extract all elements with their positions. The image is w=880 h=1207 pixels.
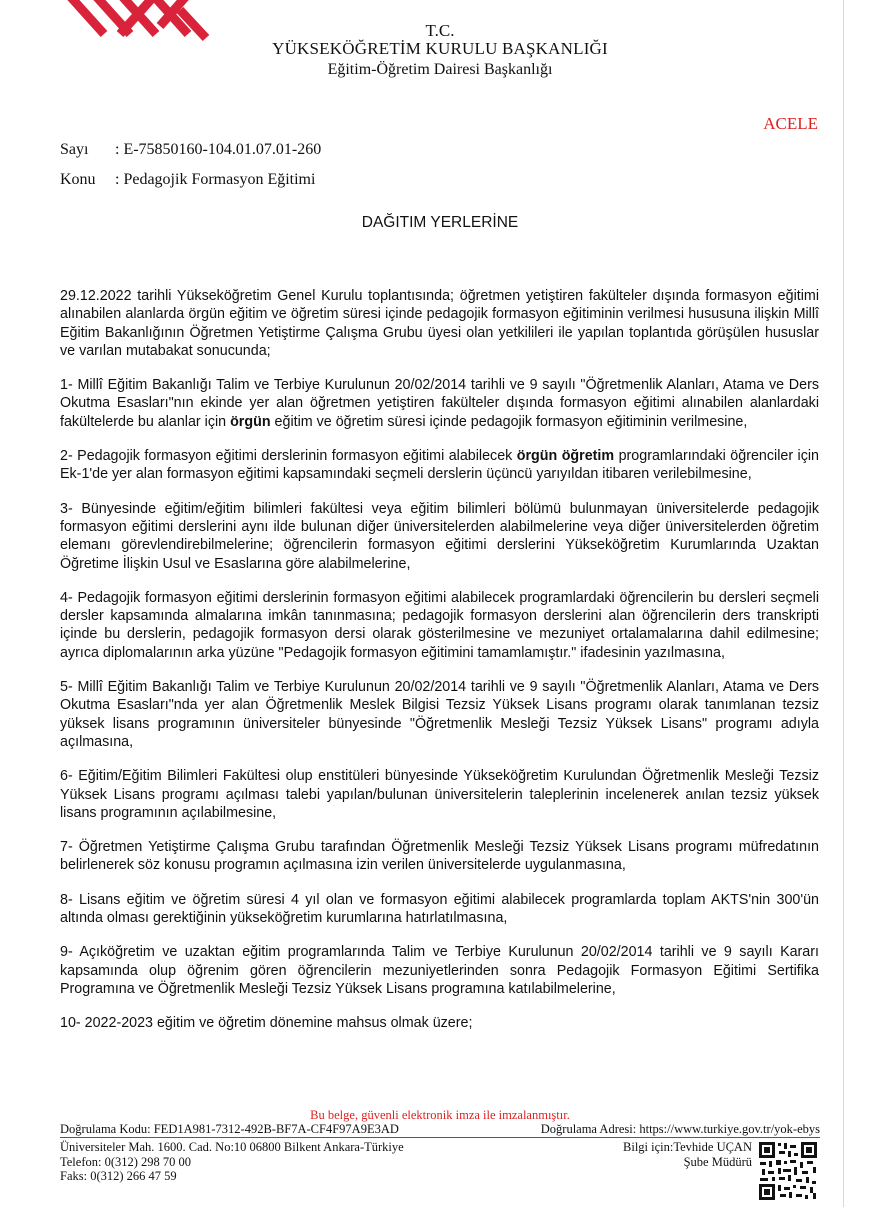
footer-address: Üniversiteler Mah. 1600. Cad. No:10 06800 Bilkent Ankara-Türkiye: [60, 1140, 404, 1154]
qr-code-icon: [758, 1141, 818, 1201]
paragraph-2-text-c: programlarındaki öğrenciler için Ek-1'de yer alan formasyon eğitimi kapsamındaki seçmeli derslerin üçüncü yarıyıldan itibaren verilebilmesine,: [60, 448, 819, 483]
paragraph-intro: 29.12.2022 tarihli Yükseköğretim Genel Kurulu toplantısında; öğretmen yetiştiren fakülteler dışında formasyon eğitimi alınabilen alanlarda örgün eğitim ve öğretim süresi içinde pedagojik formasyon eğitiminin verilmesi hususuna ilişkin Millî Eğitim Bakanlığının Öğretmen Yetiştirme Çalışma Grubu üyesi olan yetkilileri ile yapılan toplantıda görüşülen hususlar ve varılan mutabakat sonucunda;: [60, 288, 819, 359]
paragraph-3: 3- Bünyesinde eğitim/eğitim bilimleri fakültesi veya eğitim bilimleri bölümü bulunmayan üniversitelerde pedagojik formasyon eğitimi derslerini aynı ilde bulunan diğer üniversitelerden alabilmelerine veya diğer üniversitelerden öğretim elemanı görevlendirebilmelerine; öğrencilerin formasyon eğitimi derslerini Yükseköğretim Kurumlarında Uzaktan Öğretime İlişkin Usul ve Esaslarına göre alabilmelerine,: [60, 500, 819, 572]
paragraph-2: [60, 447, 819, 484]
footer-fax: Faks: 0(312) 266 47 59: [60, 1169, 177, 1183]
paragraph-4: 4- Pedagojik formasyon eğitimi derslerinin formasyon eğitimi alabilecek programlardaki öğrencilerin bu dersleri seçmeli dersler kapsamında almalarına imkân tanınmasına; pedagojik formasyon derslerini alan öğrencilerin ders transkripti içinde bu derslerin, pedagojik formasyon dersi olarak gösterilmesine ve mezuniyet ortalamalarına dahil edilmesine; ayrıca diplomalarının arka yüzüne "Pedagojik formasyon eğitimini tamamlamıştır." ifadesinin yazılmasına,: [60, 589, 819, 661]
konu-label: Konu: [60, 171, 96, 188]
verification-row: [60, 1122, 820, 1137]
sayi-value: : E-75850160-104.01.07.01-260: [115, 141, 322, 158]
page-edge: [843, 0, 844, 1207]
footer-divider: [60, 1137, 820, 1138]
distribution-title: DAĞITIM YERLERİNE: [361, 214, 519, 231]
paragraph-5: 5- Millî Eğitim Bakanlığı Talim ve Terbiye Kurulunun 20/02/2014 tarihli ve 9 sayılı "Öğretmenlik Alanları, Atama ve Ders Okutma Esasları"nda yer alan Öğretmenlik Meslek Bilgisi Tezsiz Yüksek Lisans programı olarak tanımlanan tezsiz yüksek lisans programının üniversiteler bünyesinde "Öğretmenlik Mesleği Tezsiz Yüksek Lisans" programı adıyla açılmasına,: [60, 679, 819, 750]
footer-info: Bilgi için:Tevhide UÇAN: [623, 1140, 752, 1154]
paragraph-1-text-a: 1- Millî Eğitim Bakanlığı Talim ve Terbiye Kurulunun 20/02/2014 tarihli ve 9 sayılı "Öğretmenlik Alanları, Atama ve Ders Okutma Esasları"nın ekinde yer alan öğretmen yetiştiren fakülteler dışında formasyon eğitimi alınabilen alanlardaki fakültelerde bu alanlar için: [60, 377, 819, 430]
paragraph-1: [60, 376, 819, 431]
footer-role: Şube Müdürü: [683, 1154, 752, 1169]
header-organization: YÜKSEKÖĞRETİM KURULU BAŞKANLIĞI: [272, 39, 608, 58]
paragraph-6: 6- Eğitim/Eğitim Bilimleri Fakültesi olup enstitüleri bünyesinde Yükseköğretim Kurulundan Öğretmenlik Mesleği Tezsiz Yüksek Lisans programı açılması talebi yapılan/bulunan üniversitelerin taleplerinin incelenerek anılan tezsiz yüksek lisans programının açılabilmesine,: [60, 768, 819, 821]
konu-value: : Pedagojik Formasyon Eğitimi: [115, 171, 316, 188]
meta-konu: [60, 171, 315, 189]
footer-contact-block: [623, 1140, 752, 1169]
footer-phone: Telefon: 0(312) 298 70 00: [60, 1154, 192, 1169]
paragraph-1-bold: örgün: [230, 413, 271, 430]
paragraph-7: 7- Öğretmen Yetiştirme Çalışma Grubu tarafından Öğretmenlik Mesleği Tezsiz Yüksek Lisans programı müfredatının belirlenerek söz konusu programın açılmasına izin verilen üniversitelerde uygulanmasına,: [60, 839, 819, 874]
paragraph-2-text-a: 2- Pedagojik formasyon eğitimi derslerinin formasyon eğitimi alabilecek: [60, 448, 517, 465]
sayi-label: Sayı: [60, 141, 89, 158]
paragraph-9: 9- Açıköğretim ve uzaktan eğitim programlarında Talim ve Terbiye Kurulunun 20/02/2014 tarihli ve 9 sayılı Kararı kapsamında olup öğrenim gören öğrencilerin mezuniyetlerinden sonra Pedagojik Formasyon Eğitimi Sertifika Programına ve Öğretmenlik Mesleği Tezsiz Yüksek Lisans programına katılabilmelerine,: [60, 944, 819, 997]
paragraph-8: 8- Lisans eğitim ve öğretim süresi 4 yıl olan ve formasyon eğitimi alabilecek programlarda toplam AKTS'nin 300'ün altında olması gerektiğinin yükseköğretim kurumlarına hatırlatılmasına,: [60, 891, 819, 927]
header-department: Eğitim-Öğretim Dairesi Başkanlığı: [327, 61, 553, 78]
footer-address-block: [60, 1140, 404, 1184]
verification-code: Doğrulama Kodu: FED1A981-7312-492B-BF7A-CF4F97A9E3AD: [60, 1122, 399, 1136]
priority-label: ACELE: [763, 114, 818, 133]
esign-notice: Bu belge, güvenli elektronik imza ile imzalanmıştır.: [310, 1108, 570, 1122]
meta-sayi: [60, 141, 321, 159]
header-tc: T.C.: [425, 21, 455, 40]
paragraph-2-bold: örgün öğretim: [516, 448, 615, 465]
verification-address[interactable]: Doğrulama Adresi: https://www.turkiye.gov.tr/yok-ebys: [540, 1122, 820, 1136]
yok-logo-icon: [60, 0, 210, 42]
paragraph-10: 10- 2022-2023 eğitim ve öğretim dönemine mahsus olmak üzere;: [60, 1015, 473, 1032]
document-body: [60, 287, 819, 1049]
paragraph-1-text-c: eğitim ve öğretim süresi içinde pedagojik formasyon eğitiminin verilmesine,: [270, 413, 748, 430]
